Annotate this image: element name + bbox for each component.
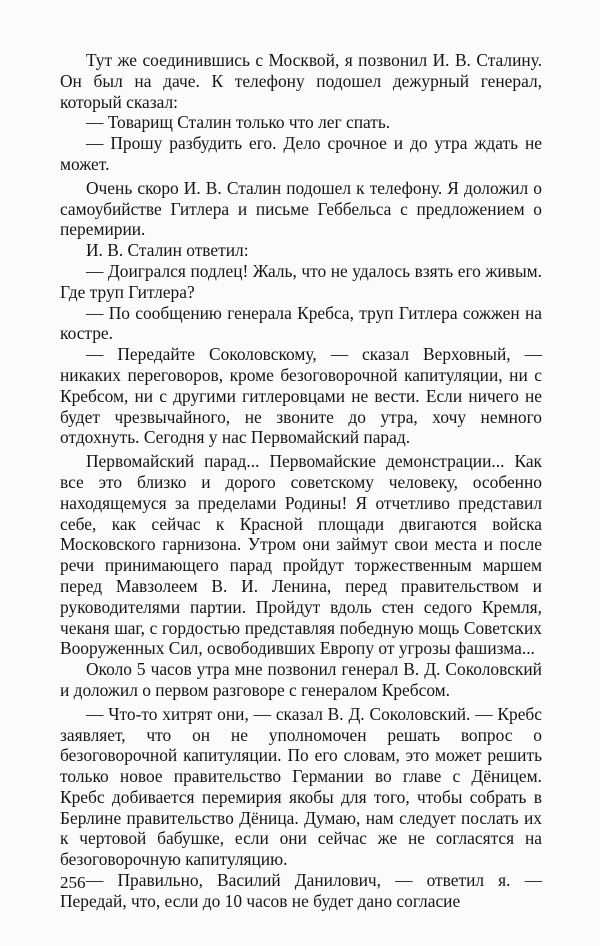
page-number: 256 bbox=[60, 873, 86, 892]
paragraph: — Доигрался подлец! Жаль, что не удалось взять его живым. Где труп Гитлера? bbox=[60, 260, 542, 302]
paragraph: — По сообщению генерала Кребса, труп Гитлера сожжен на костре. bbox=[60, 302, 542, 344]
paragraph: — Товарищ Сталин только что лег спать. bbox=[86, 112, 391, 133]
paragraph: И. В. Сталин ответил: bbox=[86, 240, 249, 261]
paragraph: — Прошу разбудить его. Дело срочное и до утра ждать не может. bbox=[60, 133, 542, 174]
paragraph: Около 5 часов утра мне позвонил генерал В. Д. Соколовский и доложил о первом разговоре с генералом Кребсом. bbox=[60, 659, 542, 700]
paragraph: — Что-то хитрят они, — сказал В. Д. Соколовский. — Кребс заявляет, что он не уполномочен решать вопрос о безоговорочной капитуляции. По его словам, это может решить только новое правительство Германии во главе с Дёницем. Кребс добивается перемирия якобы для того, чтобы собрать в Берлине правительство Дёница. Думаю, нам следует послать их к чертовой бабушке, если они сейчас же не согласятся на безоговорочную капитуляцию. bbox=[60, 703, 542, 870]
paragraph: — Передайте Соколовскому, — сказал Верховный, — никаких переговоров, кроме безоговорочной капитуляции, ни с Кребсом, ни с другими гитлеровцами не вести. Если ничего не будет чрезвычайного, не звоните до утра, хочу немного отдохнуть. Сегодня у нас Первомайский парад. bbox=[60, 344, 542, 448]
body-text bbox=[60, 50, 542, 912]
paragraph: Тут же соединившись с Москвой, я позвонил И. В. Сталину. Он был на даче. К телефону подошел дежурный генерал, который сказал: bbox=[60, 50, 542, 112]
paragraph: — Правильно, Василий Данилович, — ответил я. — Передай, что, если до 10 часов не будет дано согласие bbox=[60, 870, 542, 911]
paragraph: Очень скоро И. В. Сталин подошел к телефону. Я доложил о самоубийстве Гитлера и письме Геббельса с предложением о перемирии. bbox=[60, 177, 542, 240]
paragraph: Первомайский парад... Первомайские демонстрации... Как все это близко и дорого советскому человеку, особенно находящемуся за пределами Родины! Я отчетливо представил себе, как сейчас к Красной площади двигаются войска Московского гарнизона. Утром они займут свои места и после речи принимающего парад пройдут торжественным маршем перед Мавзолеем В. И. Ленина, перед правительством и руководителями партии. Пройдут вдоль стен седого Кремля, чеканя шаг, с гордостью представляя победную мощь Советских Вооруженных Сил, освободивших Европу от угрозы фашизма... bbox=[60, 451, 542, 659]
